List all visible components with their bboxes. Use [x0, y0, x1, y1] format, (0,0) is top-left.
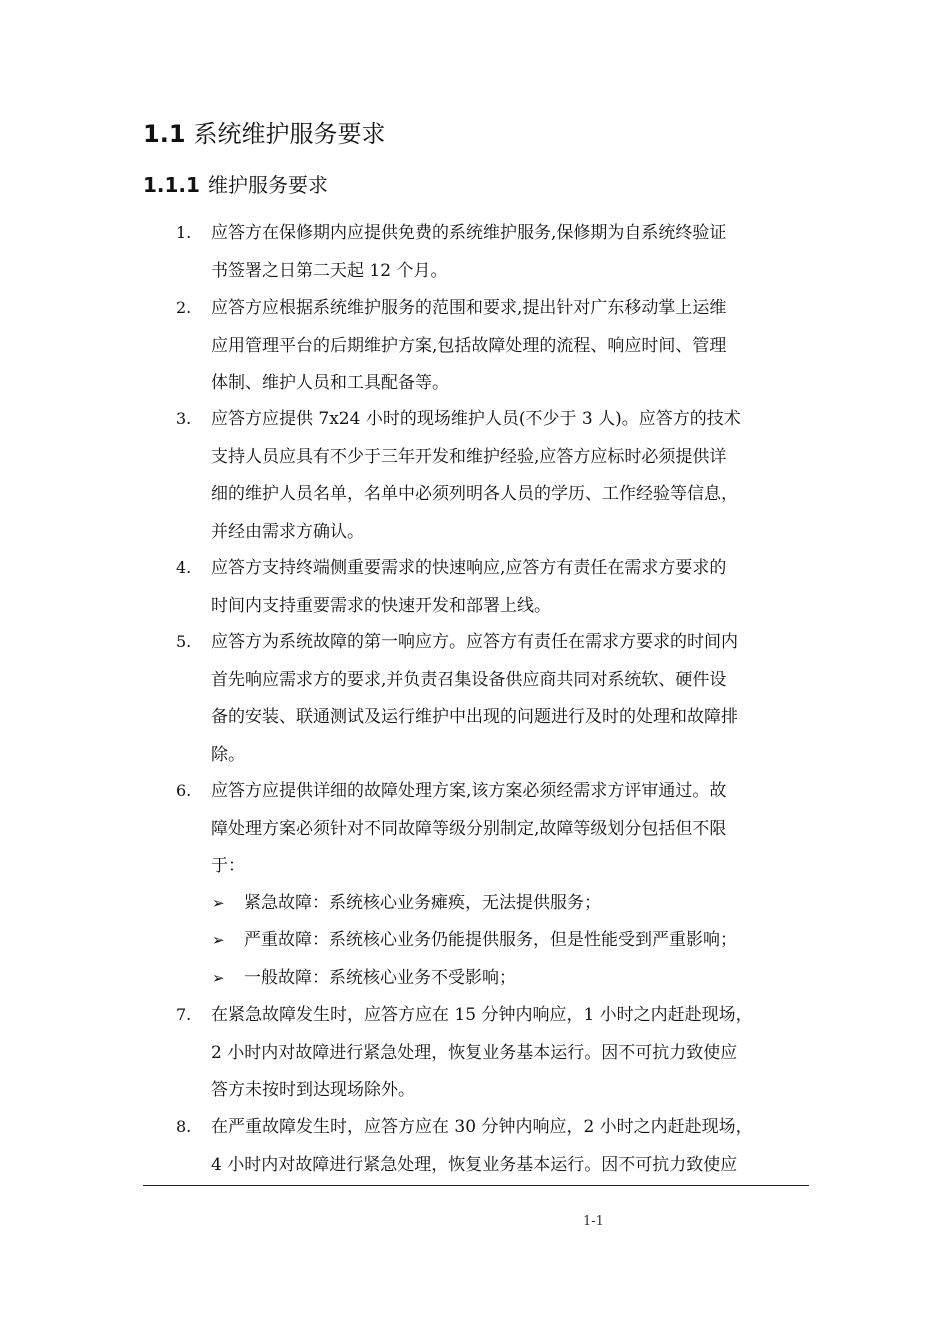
arrowhead-bullet-icon: ➢ — [212, 969, 225, 987]
heading-2-title: 维护服务要求 — [207, 173, 328, 197]
list-item-line: 除。 — [211, 744, 245, 765]
heading-2-number: 1.1.1 — [143, 173, 200, 197]
bullet-item: 紧急故障：系统核心业务瘫痪，无法提供服务； — [244, 893, 601, 913]
heading-1-number: 1.1 — [143, 120, 186, 148]
list-item-line: 首先响应需求方的要求,并负责召集设备供应商共同对系统软、硬件设 — [211, 669, 727, 690]
arrowhead-bullet-icon: ➢ — [212, 931, 225, 949]
list-item-line: 书签署之日第二天起 12 个月。 — [211, 260, 448, 281]
arrowhead-bullet-icon: ➢ — [212, 894, 225, 912]
list-item-marker: 7. — [176, 1005, 192, 1024]
list-item-marker: 8. — [176, 1117, 192, 1136]
list-item-line: 在紧急故障发生时，应答方应在 15 分钟内响应，1 小时之内赶赴现场， — [211, 1005, 753, 1025]
list-item-line: 应答方支持终端侧重要需求的快速响应,应答方有责任在需求方要求的 — [211, 558, 727, 578]
list-item-line: 体制、维护人员和工具配备等。 — [211, 373, 449, 393]
list-item-marker: 6. — [176, 781, 192, 800]
list-item-line: 4 小时内对故障进行紧急处理，恢复业务基本运行。因不可抗力致使应 — [211, 1154, 738, 1175]
list-item-line: 2 小时内对故障进行紧急处理，恢复业务基本运行。因不可抗力致使应 — [211, 1042, 738, 1063]
list-item-line: 应用管理平台的后期维护方案,包括故障处理的流程、响应时间、管理 — [211, 335, 727, 356]
list-item-line: 应答方在保修期内应提供免费的系统维护服务,保修期为自系统终验证 — [211, 223, 727, 243]
list-item-marker: 3. — [176, 409, 192, 428]
heading-1-title: 系统维护服务要求 — [193, 120, 386, 148]
list-item-line: 答方未按时到达现场除外。 — [211, 1080, 415, 1100]
list-item-marker: 1. — [176, 223, 192, 242]
list-item-line: 并经由需求方确认。 — [211, 521, 364, 542]
bullet-item: 一般故障：系统核心业务不受影响； — [244, 968, 516, 988]
list-item-marker: 2. — [176, 298, 192, 317]
list-item-line: 于： — [211, 856, 245, 876]
list-item-line: 时间内支持重要需求的快速开发和部署上线。 — [211, 595, 551, 616]
bullet-item: 严重故障：系统核心业务仍能提供服务，但是性能受到严重影响； — [244, 930, 737, 950]
list-item-line: 在严重故障发生时，应答方应在 30 分钟内响应，2 小时之内赶赴现场， — [211, 1117, 753, 1137]
list-item-line: 应答方应提供 7x24 小时的现场维护人员(不少于 3 人)。应答方的技术 — [211, 409, 741, 429]
heading-1 — [143, 116, 386, 152]
list-item-marker: 4. — [176, 558, 192, 577]
page-number: 1-1 — [583, 1214, 604, 1229]
list-item-marker: 5. — [176, 632, 192, 651]
list-item-line: 支持人员应具有不少于三年开发和维护经验,应答方应标时必须提供详 — [211, 446, 727, 467]
list-item-line: 备的安装、联通测试及运行维护中出现的问题进行及时的处理和故障排 — [211, 707, 738, 727]
list-item-line: 应答方为系统故障的第一响应方。应答方有责任在需求方要求的时间内 — [211, 632, 738, 652]
list-item-line: 应答方应根据系统维护服务的范围和要求,提出针对广东移动掌上运维 — [211, 298, 727, 318]
footer-rule — [143, 1185, 809, 1186]
list-item-line: 障处理方案必须针对不同故障等级分别制定,故障等级划分包括但不限 — [211, 818, 727, 839]
heading-2 — [143, 169, 328, 201]
list-item-line: 细的维护人员名单，名单中必须列明各人员的学历、工作经验等信息， — [211, 484, 738, 504]
list-item-line: 应答方应提供详细的故障处理方案,该方案必须经需求方评审通过。故 — [211, 781, 727, 801]
